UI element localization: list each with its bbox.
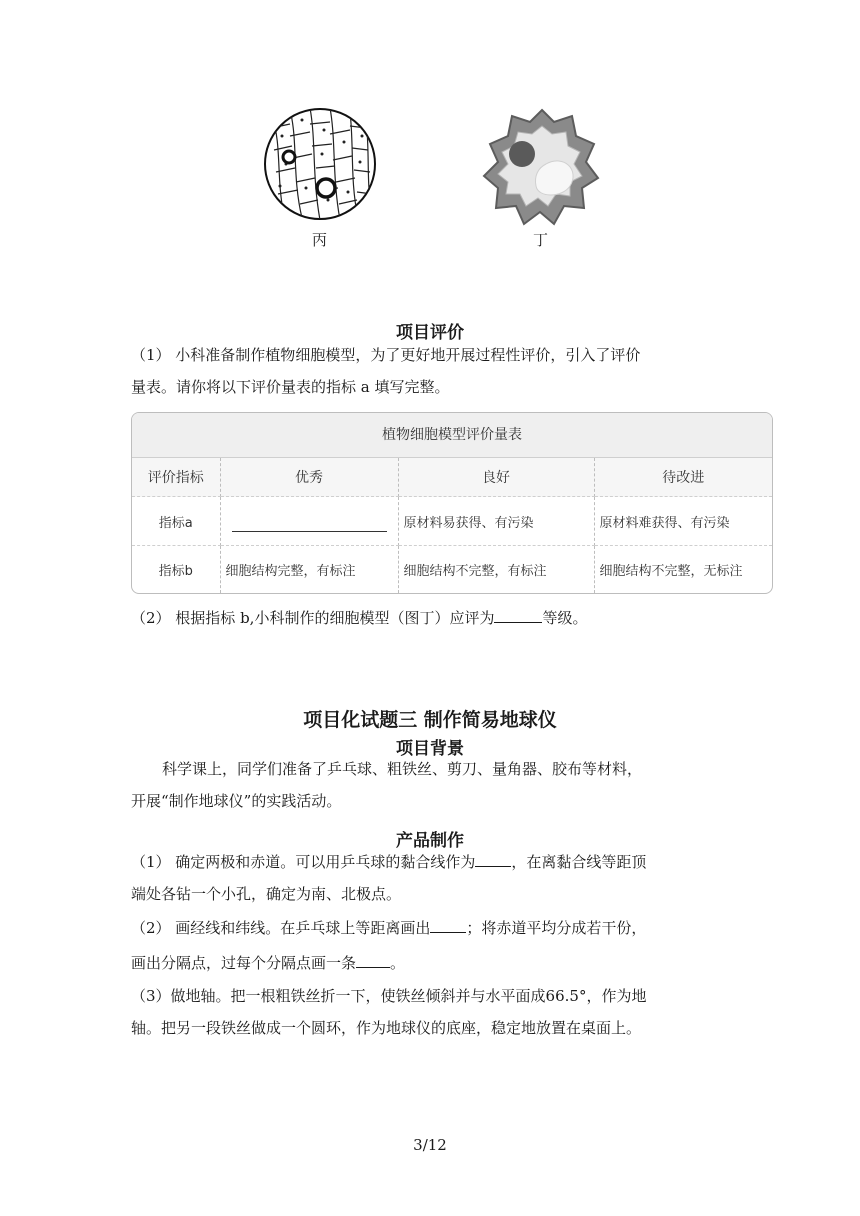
- page-number: 3/12: [413, 1136, 447, 1154]
- answer-blank[interactable]: [430, 916, 466, 933]
- evaluation-table: [131, 412, 773, 594]
- table-cell: 原材料难获得、有污染: [594, 497, 772, 546]
- table-cell: 细胞结构不完整，有标注: [398, 546, 594, 594]
- step-3-line-2: 轴。把另一段铁丝做成一个圆环，作为地球仪的底座，稳定地放置在桌面上。: [131, 1019, 642, 1037]
- answer-blank[interactable]: [494, 606, 542, 623]
- step-1-text-cont: ，在离黏合线等距顶: [511, 853, 647, 871]
- question-1-line-1: （1） 小科准备制作植物细胞模型，为了更好地开展过程性评价，引入了评价: [131, 346, 641, 364]
- answer-blank-line[interactable]: [232, 511, 387, 532]
- section-heading-evaluation: 项目评价: [396, 323, 464, 343]
- table-cell: 细胞结构完整，有标注: [220, 546, 398, 594]
- step-3-line-1: （3）做地轴。把一根粗铁丝折一下，使铁丝倾斜并与水平面成66.5°，作为地: [131, 987, 647, 1005]
- section-heading-production: 产品制作: [396, 831, 464, 851]
- indicator-cell: 指标b: [132, 546, 220, 594]
- figure-caption-ding: 丁: [533, 231, 549, 249]
- section-heading-background: 项目背景: [396, 739, 464, 759]
- background-line-2: 开展“制作地球仪”的实践活动。: [131, 792, 342, 810]
- step-2-text-2: 画出分隔点，过每个分隔点画一条: [131, 954, 357, 972]
- onion-cell-microscope-figure: [262, 106, 378, 222]
- background-line-1: 科学课上，同学们准备了乒乓球、粗铁丝、剪刀、量角器、胶布等材料，: [162, 760, 643, 778]
- step-2-text-cont: ；将赤道平均分成若干份，: [466, 919, 647, 937]
- table-header-row: [132, 458, 772, 497]
- step-1-text: （1） 确定两极和赤道。可以用乒乓球的黏合线作为: [131, 853, 476, 871]
- question-2-text-end: 等级。: [542, 609, 588, 627]
- answer-blank[interactable]: [356, 951, 390, 968]
- table-cell: 细胞结构不完整，无标注: [599, 564, 743, 579]
- step-1-line-2: 端处各钻一个小孔，确定为南、北极点。: [131, 885, 402, 903]
- question-1-line-2: 量表。请你将以下评价量表的指标 a 填写完整。: [131, 378, 450, 396]
- question-2-text: （2） 根据指标 b,小科制作的细胞模型（图丁）应评为: [131, 609, 495, 627]
- table-header-cell: 良好: [398, 458, 594, 497]
- table-header-cell: 评价指标: [132, 458, 220, 497]
- table-header-cell: 待改进: [594, 458, 772, 497]
- question-2: [131, 604, 731, 632]
- project-title: 项目化试题三 制作简易地球仪: [303, 709, 557, 731]
- cell-model-figure: [482, 106, 602, 228]
- table-title: 植物细胞模型评价量表: [132, 413, 772, 458]
- step-1-line-1: [131, 848, 731, 876]
- figure-caption-bing: 丙: [312, 231, 328, 249]
- step-2-line-2: [131, 949, 731, 977]
- answer-blank-cell[interactable]: [220, 497, 398, 546]
- table-header-cell: 优秀: [220, 458, 398, 497]
- step-2-text-end: 。: [390, 954, 406, 972]
- answer-blank[interactable]: [475, 850, 511, 867]
- table-row: [132, 546, 772, 594]
- step-2-line-1: [131, 914, 731, 942]
- step-2-text: （2） 画经线和纬线。在乒乓球上等距离画出: [131, 919, 431, 937]
- indicator-cell: 指标a: [132, 497, 220, 546]
- table-row: [132, 497, 772, 546]
- table-cell: 原材料易获得、有污染: [398, 497, 594, 546]
